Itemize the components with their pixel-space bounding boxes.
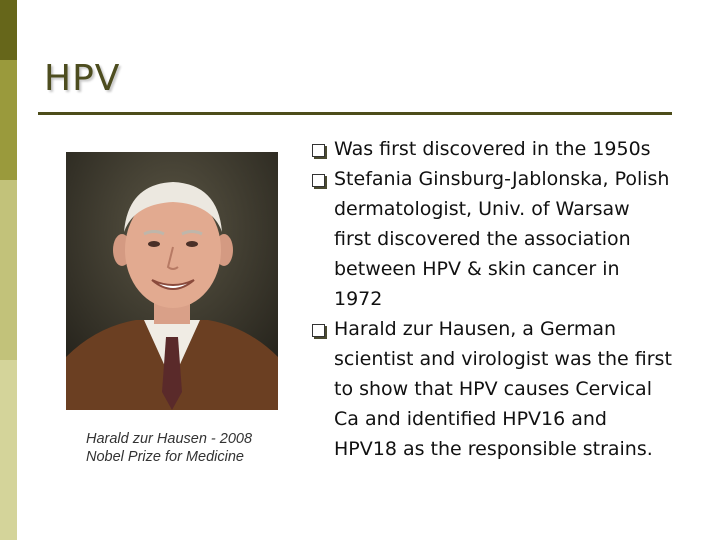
bullet-text: Was first discovered in the 1950s <box>334 138 651 160</box>
caption-line-name: Harald zur Hausen - 2008 <box>86 431 253 447</box>
photo-caption <box>86 430 306 466</box>
accent-stripe-2 <box>0 60 17 180</box>
title-underline <box>38 112 672 115</box>
bullet-item <box>312 164 672 314</box>
portrait-photo <box>66 152 278 410</box>
bullet-item <box>312 314 672 464</box>
bullet-item <box>312 134 672 164</box>
bullet-text: Harald zur Hausen, a German scientist and virologist was the first to show that HPV causes Cervical Ca and identified HPV16 and HPV18 as the responsible strains. <box>334 318 672 460</box>
bullet-text: Stefania Ginsburg-Jablonska, Polish dermatologist, Univ. of Warsaw first discovered the association between HPV & skin cancer in 1972 <box>334 168 670 310</box>
accent-stripe-top <box>0 0 17 60</box>
hollow-square-bullet-icon <box>312 324 325 337</box>
slide-title: HPV <box>44 58 121 99</box>
hollow-square-bullet-icon <box>312 144 325 157</box>
portrait-image <box>66 152 278 410</box>
hollow-square-bullet-icon <box>312 174 325 187</box>
accent-stripe-3 <box>0 180 17 360</box>
caption-line-award: Nobel Prize for Medicine <box>86 449 244 465</box>
accent-stripe-bottom <box>0 360 17 540</box>
bullet-list <box>312 134 672 464</box>
